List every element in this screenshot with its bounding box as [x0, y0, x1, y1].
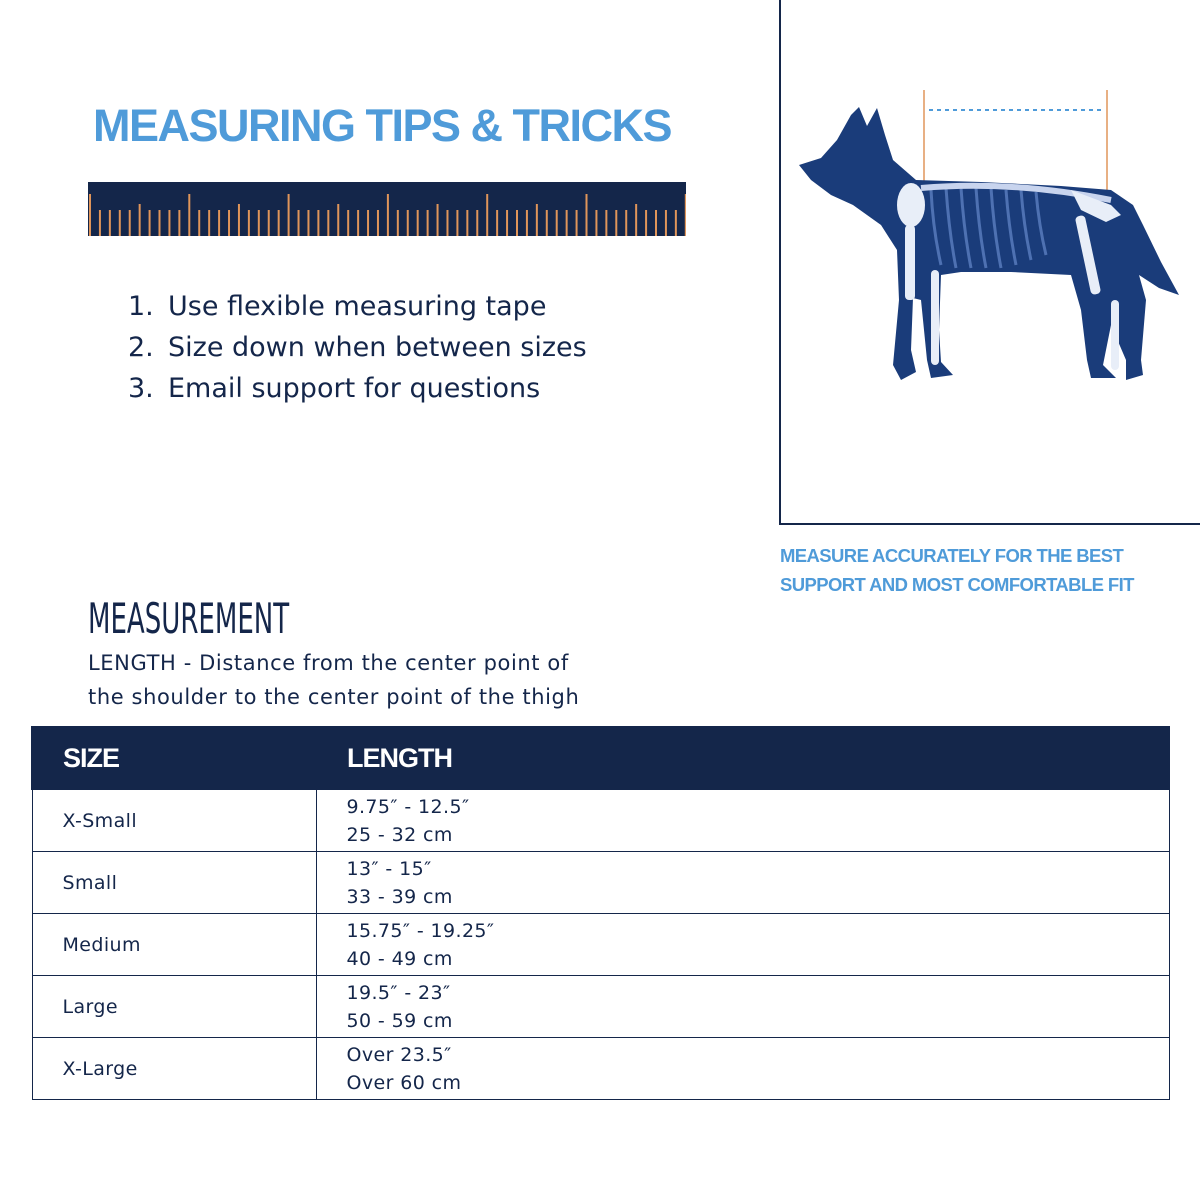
tips-list — [128, 286, 587, 409]
caption-line: SUPPORT AND MOST COMFORTABLE FIT — [780, 574, 1134, 595]
size-chart-table — [31, 726, 1170, 1100]
table-row — [32, 1038, 1169, 1100]
table-row — [32, 976, 1169, 1038]
tip-number: 2. — [128, 332, 154, 363]
table-row — [32, 914, 1169, 976]
length-cell — [316, 976, 1169, 1038]
tip-item — [128, 286, 587, 327]
length-cm: Over 60 cm — [346, 1071, 462, 1094]
length-cm: 33 - 39 cm — [346, 885, 453, 908]
measurement-description — [88, 646, 668, 714]
table-row — [32, 852, 1169, 914]
illustration-caption — [780, 541, 1190, 599]
length-cm: 25 - 32 cm — [346, 823, 453, 846]
size-cell: X-Large — [32, 1038, 316, 1100]
tips-title: MEASURING TIPS & TRICKS — [93, 100, 672, 151]
length-cell — [316, 852, 1169, 914]
tip-text: Use flexible measuring tape — [168, 291, 547, 322]
header-size: SIZE — [32, 727, 316, 789]
length-cm: 50 - 59 cm — [346, 1009, 453, 1032]
tip-text: Size down when between sizes — [168, 332, 587, 363]
ruler-graphic — [88, 182, 686, 236]
description-line: the shoulder to the center point of the thigh — [88, 685, 580, 709]
measurement-title: MEASUREMENT — [88, 594, 290, 643]
length-inches: 15.75″ - 19.25″ — [346, 919, 495, 942]
length-inches: 9.75″ - 12.5″ — [346, 795, 470, 818]
header-length: LENGTH — [316, 727, 1169, 789]
tip-number: 3. — [128, 373, 154, 404]
tip-number: 1. — [128, 291, 154, 322]
length-cm: 40 - 49 cm — [346, 947, 453, 970]
length-cell — [316, 1038, 1169, 1100]
size-cell: Medium — [32, 914, 316, 976]
caption-line: MEASURE ACCURATELY FOR THE BEST — [780, 545, 1124, 566]
table-row — [32, 789, 1169, 852]
size-cell: Small — [32, 852, 316, 914]
description-line: LENGTH - Distance from the center point of — [88, 651, 569, 675]
length-inches: Over 23.5″ — [346, 1043, 452, 1066]
dog-skeleton-icon — [781, 0, 1200, 523]
dog-illustration-panel — [779, 0, 1200, 525]
size-cell: X-Small — [32, 789, 316, 852]
table-header-row — [32, 727, 1169, 789]
length-cell — [316, 789, 1169, 852]
tip-item — [128, 368, 587, 409]
size-cell: Large — [32, 976, 316, 1038]
length-cell — [316, 914, 1169, 976]
length-inches: 13″ - 15″ — [346, 857, 432, 880]
tip-item — [128, 327, 587, 368]
length-inches: 19.5″ - 23″ — [346, 981, 451, 1004]
tip-text: Email support for questions — [168, 373, 541, 404]
